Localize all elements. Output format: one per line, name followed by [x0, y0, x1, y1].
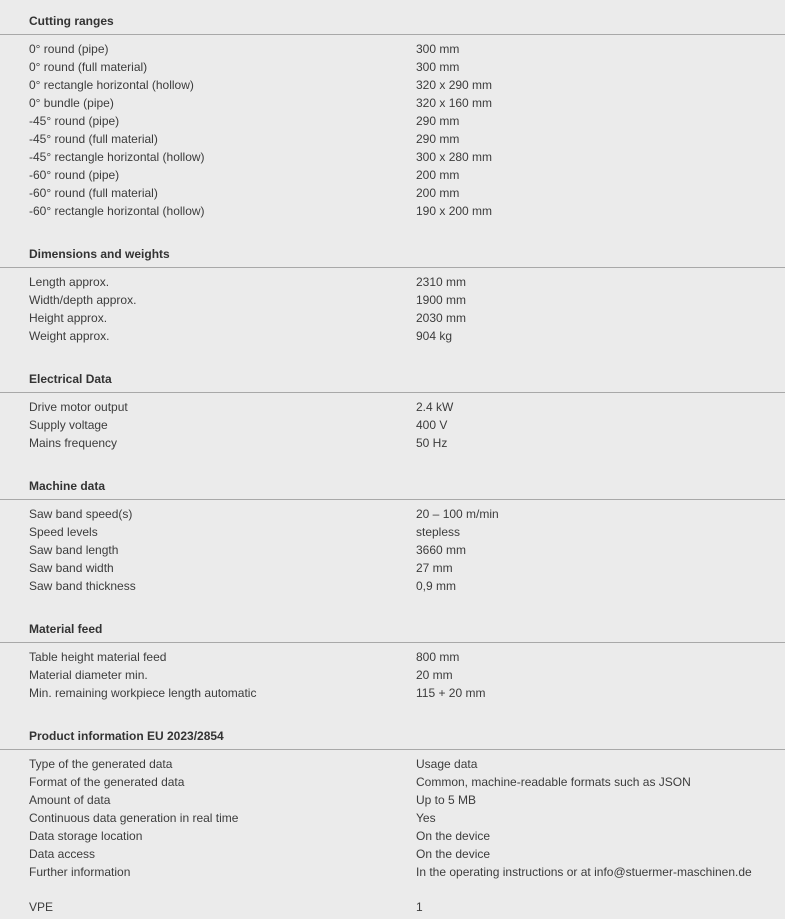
- spec-label: 0° rectangle horizontal (hollow): [29, 78, 194, 92]
- spec-row: [0, 309, 785, 327]
- spec-value: In the operating instructions or at info@stuermer-maschinen.de: [416, 865, 752, 879]
- spec-value: On the device: [416, 829, 491, 843]
- spec-label: Data access: [29, 847, 96, 861]
- spec-row: [0, 130, 785, 148]
- spec-row: [0, 648, 785, 666]
- spec-value: 320 x 290 mm: [416, 78, 493, 92]
- spec-value: 20 mm: [416, 668, 453, 682]
- spec-row: [0, 184, 785, 202]
- spec-row: [0, 434, 785, 452]
- spec-label: -45° round (pipe): [29, 114, 120, 128]
- section-title: Machine data: [0, 473, 785, 500]
- spec-value: 320 x 160 mm: [416, 96, 493, 110]
- spec-value: Usage data: [416, 757, 478, 771]
- spec-section: [0, 473, 785, 616]
- spec-label: Supply voltage: [29, 418, 108, 432]
- spec-value: 290 mm: [416, 114, 460, 128]
- spec-value: stepless: [416, 525, 461, 539]
- spec-label: Length approx.: [29, 275, 110, 289]
- spec-value: 300 mm: [416, 60, 460, 74]
- spec-label: -45° round (full material): [29, 132, 158, 146]
- spec-row: [0, 291, 785, 309]
- spec-value: 27 mm: [416, 561, 453, 575]
- spec-value: 200 mm: [416, 186, 460, 200]
- spec-value: 2.4 kW: [416, 400, 454, 414]
- spec-row: [0, 202, 785, 220]
- spec-row: [0, 166, 785, 184]
- spec-value: 3660 mm: [416, 543, 467, 557]
- spec-label: Width/depth approx.: [29, 293, 137, 307]
- spec-label: -45° rectangle horizontal (hollow): [29, 150, 205, 164]
- spec-row: [0, 666, 785, 684]
- spec-label: -60° round (full material): [29, 186, 158, 200]
- spec-value: Yes: [416, 811, 436, 825]
- spec-value: Up to 5 MB: [416, 793, 477, 807]
- spec-label: Saw band thickness: [29, 579, 136, 593]
- spec-value: 2030 mm: [416, 311, 467, 325]
- spec-row: [0, 416, 785, 434]
- spec-value: On the device: [416, 847, 491, 861]
- spec-row: [0, 76, 785, 94]
- spec-label: Saw band width: [29, 561, 114, 575]
- spec-row: [0, 684, 785, 702]
- spec-value: 290 mm: [416, 132, 460, 146]
- spec-row: [0, 58, 785, 76]
- spec-value: 1900 mm: [416, 293, 467, 307]
- spec-section: [0, 723, 785, 881]
- spec-value: 904 kg: [416, 329, 453, 343]
- spec-row: [0, 791, 785, 809]
- spec-label: Height approx.: [29, 311, 108, 325]
- spec-section: [0, 8, 785, 241]
- spec-label: 0° bundle (pipe): [29, 96, 114, 110]
- spec-value: 190 x 200 mm: [416, 204, 493, 218]
- section-title: Dimensions and weights: [0, 241, 785, 268]
- spec-label: 0° round (full material): [29, 60, 148, 74]
- spec-row: [0, 863, 785, 881]
- section-title: Product information EU 2023/2854: [0, 723, 785, 750]
- spec-value: 2310 mm: [416, 275, 467, 289]
- spec-section: [0, 241, 785, 366]
- spec-label: Format of the generated data: [29, 775, 185, 789]
- spec-value: 300 x 280 mm: [416, 150, 493, 164]
- spec-rows: [0, 268, 785, 345]
- spec-rows: [0, 35, 785, 220]
- spec-row: [0, 40, 785, 58]
- spec-label: Min. remaining workpiece length automatic: [29, 686, 257, 700]
- spec-row: [0, 398, 785, 416]
- spec-row: [0, 541, 785, 559]
- spec-row: [0, 773, 785, 791]
- spec-value: 0,9 mm: [416, 579, 457, 593]
- spec-value: 50 Hz: [416, 436, 448, 450]
- spec-label: Data storage location: [29, 829, 143, 843]
- spec-row: [0, 755, 785, 773]
- spec-value: 400 V: [416, 418, 448, 432]
- spec-row: [0, 94, 785, 112]
- spec-label: Drive motor output: [29, 400, 128, 414]
- section-title: Cutting ranges: [0, 8, 785, 35]
- spec-row: [0, 523, 785, 541]
- spec-row: [0, 112, 785, 130]
- spec-label: Speed levels: [29, 525, 98, 539]
- spec-value: 115 + 20 mm: [416, 686, 486, 700]
- spec-row: [0, 273, 785, 291]
- spec-sheet: [0, 8, 785, 916]
- spec-row: [0, 559, 785, 577]
- spec-row: [0, 577, 785, 595]
- spec-row: [0, 827, 785, 845]
- spec-label: Table height material feed: [29, 650, 167, 664]
- spec-label: 0° round (pipe): [29, 42, 109, 56]
- spec-value: 300 mm: [416, 42, 460, 56]
- spec-value: 20 – 100 m/min: [416, 507, 499, 521]
- spec-label: Weight approx.: [29, 329, 110, 343]
- spec-label: Saw band length: [29, 543, 119, 557]
- vpe-value: 1: [416, 900, 423, 914]
- vpe-label: VPE: [29, 900, 54, 914]
- spec-label: Amount of data: [29, 793, 111, 807]
- spec-row: [0, 809, 785, 827]
- spec-row: [0, 505, 785, 523]
- spec-sections: [0, 8, 785, 881]
- spec-label: -60° round (pipe): [29, 168, 120, 182]
- spec-label: Type of the generated data: [29, 757, 173, 771]
- section-title: Electrical Data: [0, 366, 785, 393]
- spec-value: Common, machine-readable formats such as JSON: [416, 775, 691, 789]
- spec-rows: [0, 500, 785, 595]
- spec-rows: [0, 750, 785, 881]
- spec-row: [0, 148, 785, 166]
- spec-row: [0, 327, 785, 345]
- spec-rows: [0, 393, 785, 452]
- section-title: Material feed: [0, 616, 785, 643]
- spec-label: Saw band speed(s): [29, 507, 133, 521]
- spec-row: [0, 845, 785, 863]
- vpe-row: [0, 898, 785, 916]
- spec-label: Continuous data generation in real time: [29, 811, 239, 825]
- spec-label: Further information: [29, 865, 131, 879]
- spec-section: [0, 366, 785, 473]
- spec-section: [0, 616, 785, 723]
- spec-value: 200 mm: [416, 168, 460, 182]
- spec-label: Material diameter min.: [29, 668, 148, 682]
- spec-rows: [0, 643, 785, 702]
- spec-label: -60° rectangle horizontal (hollow): [29, 204, 205, 218]
- spec-value: 800 mm: [416, 650, 460, 664]
- spec-label: Mains frequency: [29, 436, 118, 450]
